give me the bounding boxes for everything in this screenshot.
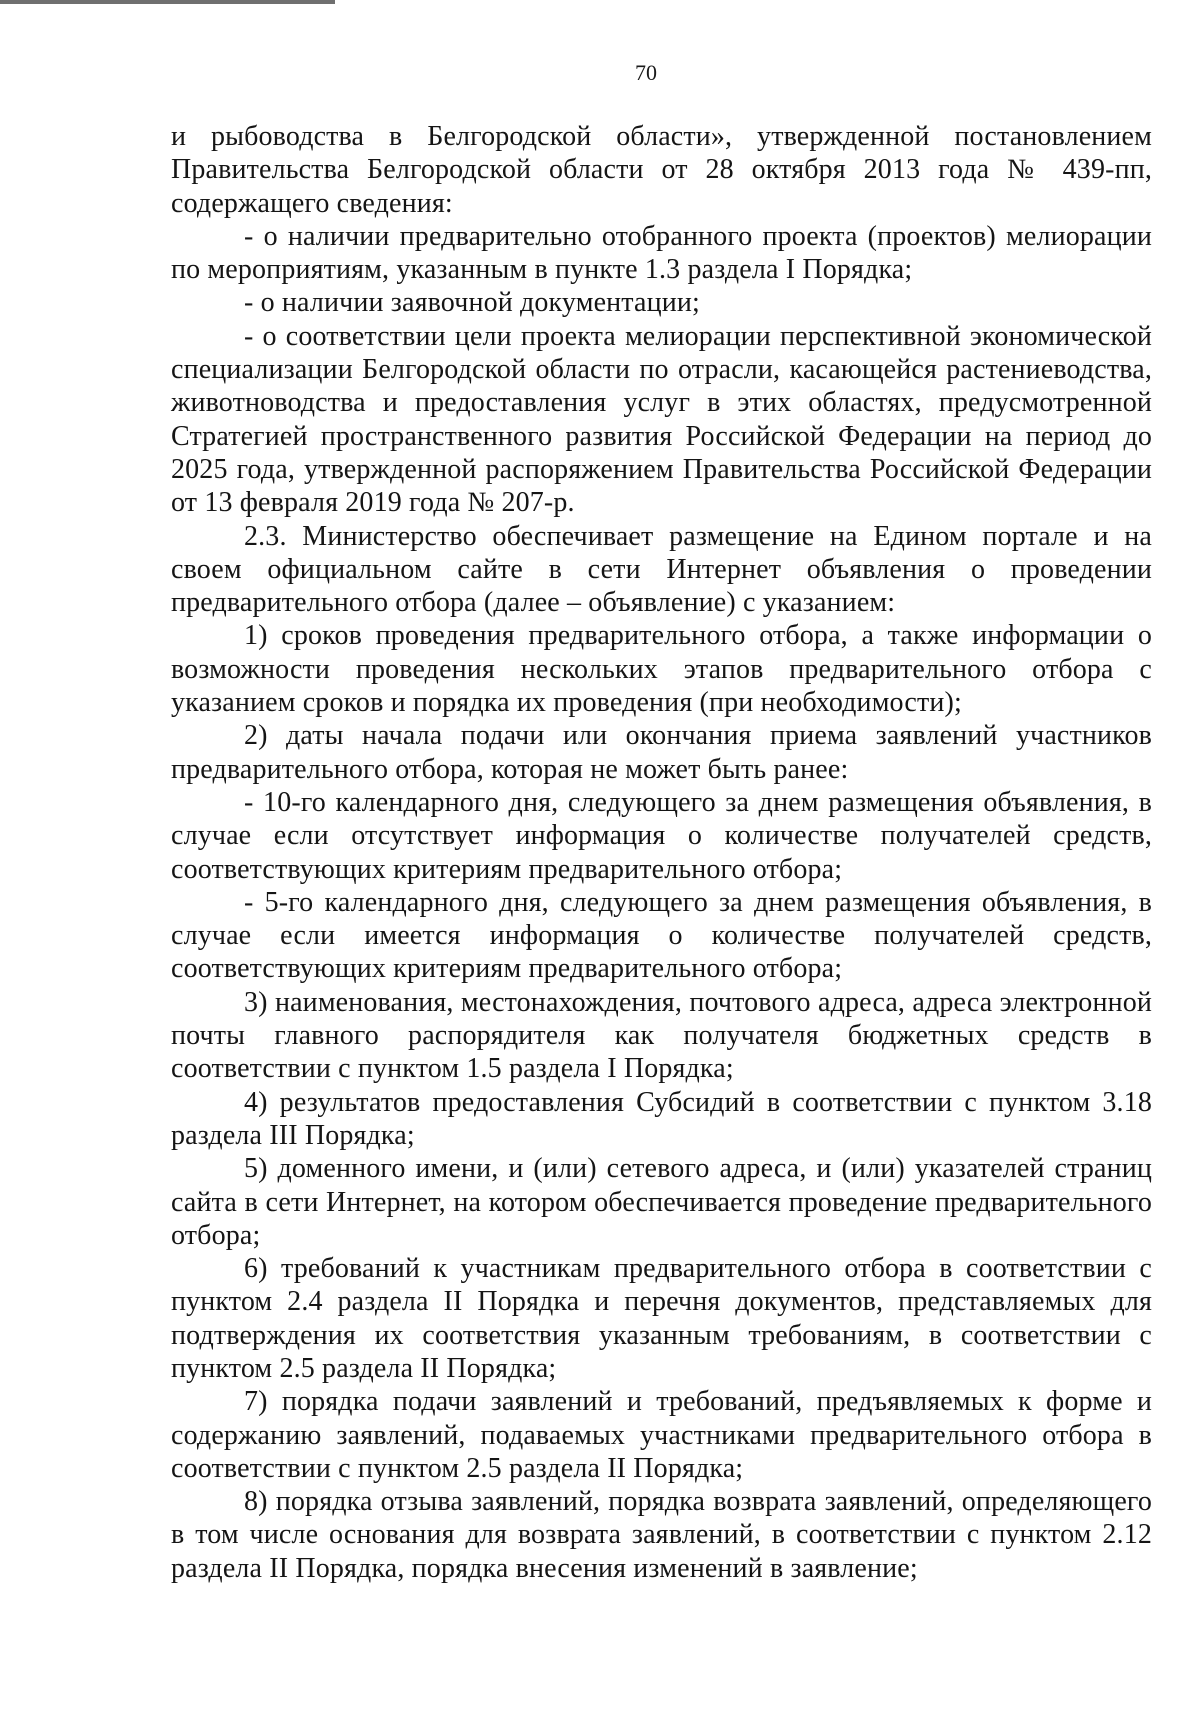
paragraph: 4) результатов предоставления Субсидий в соответствии с пунктом 3.18 раздела III Порядка; bbox=[171, 1086, 1152, 1151]
paragraph: 6) требований к участникам предварительного отбора в соответствии с пунктом 2.4 раздела II Порядка и перечня документов, представляемых для подтверждения их соответствия указанным требованиям, в соответствии с пунктом 2.5 раздела II Порядка; bbox=[171, 1253, 1152, 1384]
paragraph: 5) доменного имени, и (или) сетевого адреса, и (или) указателей страниц сайта в сети Интернет, на котором обеспечивается проведение предварительного отбора; bbox=[171, 1153, 1152, 1251]
paragraph: - о наличии заявочной документации; bbox=[244, 287, 700, 319]
paragraph: 1) сроков проведения предварительного отбора, а также информации о возможности проведения нескольких этапов предварительного отбора с указанием сроков и порядка их проведения (при необходимости); bbox=[171, 620, 1152, 719]
paragraph: 8) порядка отзыва заявлений, порядка возврата заявлений, определяющего в том числе основания для возврата заявлений, в соответствии с пунктом 2.12 раздела II Порядка, порядка внесения изменений в заявление; bbox=[171, 1486, 1152, 1584]
scan-edge-mark bbox=[0, 0, 335, 4]
paragraph: - о наличии предварительно отобранного проекта (проектов) мелиорации по мероприятиям, указанным в пункте 1.3 раздела I Порядка; bbox=[171, 220, 1152, 286]
paragraph: - о соответствии цели проекта мелиорации перспективной экономической специализации Белгородской области по отрасли, касающейся растениеводства, животноводства и предоставления услуг в этих областях, предусмотренной Стратегией пространственного развития Российской Федерации на период до 2025 года, утвержденной распоряжением Правительства Российской Федерации от 13 февраля 2019 года № 207-р. bbox=[171, 320, 1152, 519]
paragraph: 3) наименования, местонахождения, почтового адреса, адреса электронной почты главного распорядителя как получателя бюджетных средств в соответствии с пунктом 1.5 раздела I Порядка; bbox=[171, 986, 1152, 1085]
document-body bbox=[171, 120, 1152, 1585]
paragraph: и рыбоводства в Белгородской области», утвержденной постановлением Правительства Белгородской области от 28 октября 2013 года № 439-пп, содержащего сведения: bbox=[171, 121, 1152, 219]
paragraph: - 5-го календарного дня, следующего за днем размещения объявления, в случае если имеется информация о количестве получателей средств, соответствующих критериям предварительного отбора; bbox=[171, 886, 1152, 985]
paragraph: 2) даты начала подачи или окончания приема заявлений участников предварительного отбора, которая не может быть ранее: bbox=[171, 720, 1152, 785]
paragraph: 2.3. Министерство обеспечивает размещение на Едином портале и на своем официальном сайте в сети Интернет объявления о проведении предварительного отбора (далее – объявление) с указанием: bbox=[171, 520, 1152, 619]
paragraph: - 10-го календарного дня, следующего за днем размещения объявления, в случае если отсутствует информация о количестве получателей средств, соответствующих критериям предварительного отбора; bbox=[171, 786, 1152, 885]
paragraph: 7) порядка подачи заявлений и требований, предъявляемых к форме и содержанию заявлений, подаваемых участниками предварительного отбора в соответствии с пунктом 2.5 раздела II Порядка; bbox=[171, 1386, 1152, 1484]
page-number: 70 bbox=[635, 60, 657, 85]
